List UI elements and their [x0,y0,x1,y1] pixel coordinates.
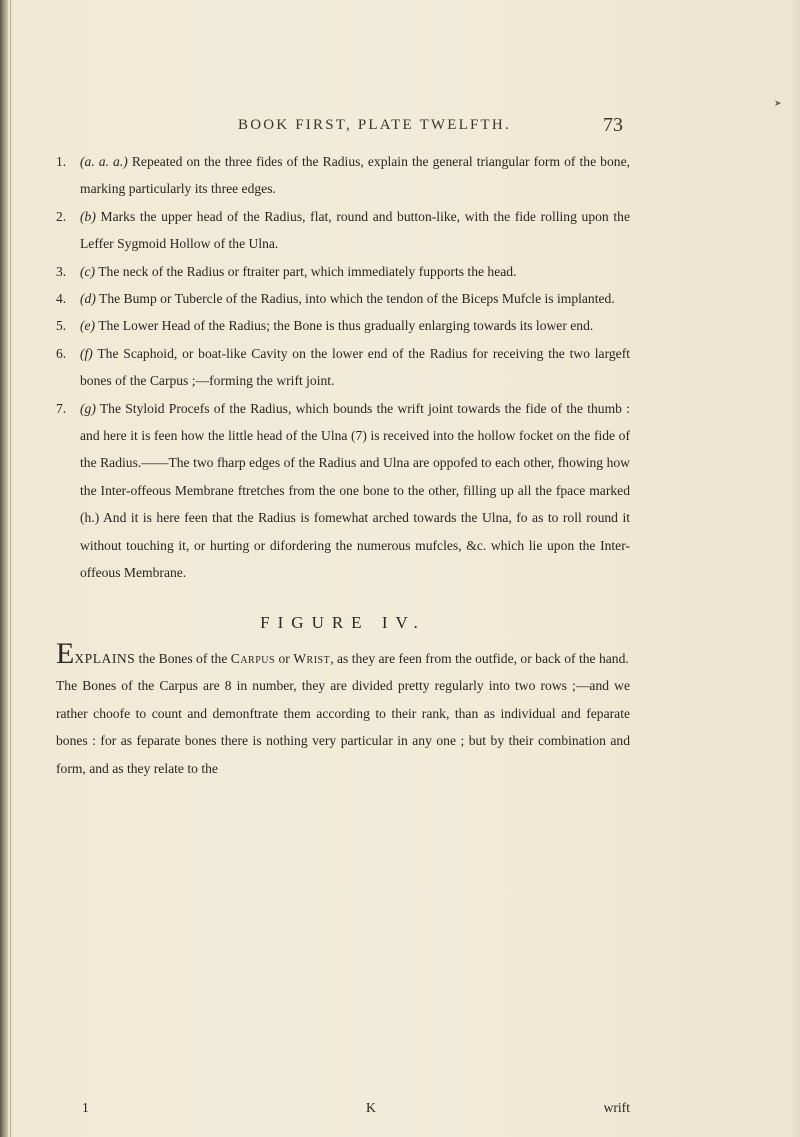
explains-text: , as they are feen from the outfide, or back of the hand. [330,650,629,666]
item-reference: (b) [80,208,96,224]
explains-lead-word: XPLAINS [74,650,136,666]
item-number: 1. [56,154,67,169]
item-reference: (f) [80,345,93,361]
item-text: The Styloid Procefs of the Radius, which bounds the wrift joint towards the fide of the thumb : and here it is feen how the little head of the Ulna (7) is received into the hollow focket on the fide of the Radius.——The two fharp edges of the Radius and Ulna are oppofed to each other, fhowing how the Inter-offeous Membrane ftretches from the one bone to the other, filling up all the fpace marked (h.) And it is here feen that the Radius is fomewhat arched towards the Ulna, fo as to roll round it without touching it, or hurting or difordering the numerous mufcles, &c. which lie upon the Inter-offeous Membrane. [80,400,630,581]
item-reference: (a. a. a.) [80,154,128,169]
list-item [56,312,630,339]
item-reference: (e) [80,318,96,334]
item-reference: (c) [80,263,96,279]
signature-letter: K [366,1100,376,1115]
drop-cap: E [56,636,75,670]
explains-paragraph [56,636,630,672]
carpus-paragraph: The Bones of the Carpus are 8 in number, they are divided pretty regularly into two rows ;—and we rather choofe to count and demonftrate them according to their rank, than as individual and feparate bones : for as feparate bones there is nothing very particular in any one ; but by their combination and form, and as they relate to the [56,678,630,776]
item-text: The neck of the Radius or ftraiter part, which immediately fupports the head. [95,263,517,279]
list-item [56,395,630,587]
list-item [56,340,630,395]
item-number: 2. [56,208,67,224]
item-number: 5. [56,318,67,334]
signature-number: 1 [82,1100,89,1115]
list-item [56,258,630,285]
item-reference: (d) [80,291,96,307]
running-head: BOOK FIRST, PLATE TWELFTH. [238,117,511,133]
list-item [56,148,630,203]
text-block [56,148,630,782]
explains-text: the Bones of the [135,650,231,666]
item-text: The Bump or Tubercle of the Radius, into which the tendon of the Biceps Mufcle is implanted. [95,291,615,307]
gutter-line [10,0,11,1137]
list-item [56,203,630,258]
item-reference: (g) [80,400,96,416]
list-item [56,285,630,312]
explains-text: or [275,650,294,666]
page-footer [82,1100,630,1122]
item-text: The Lower Head of the Radius; the Bone is thus gradually enlarging towards its lower end. [95,318,594,334]
corner-mark-icon: ➤ [774,98,782,108]
page-header [0,114,800,141]
book-binding-edge [0,0,8,1137]
figure-heading: FIGURE IV. [260,612,426,632]
item-number: 3. [56,263,67,279]
item-text: Marks the upper head of the Radius, flat, round and button-like, with the fide rolling upon the Leffer Sygmoid Hollow of the Ulna. [80,208,630,252]
carpus-term: Carpus [230,650,276,666]
item-text: The Scaphoid, or boat-like Cavity on the lower end of the Radius for receiving the two largeft bones of the Carpus ;—forming the wrift joint. [80,345,630,389]
item-number: 6. [56,345,67,361]
page-number: 73 [603,114,623,136]
catchword: wrift [603,1100,630,1115]
item-number: 7. [56,400,67,416]
wrist-term: Wrist [293,650,331,666]
item-number: 4. [56,291,67,307]
item-text: Repeated on the three fides of the Radius, explain the general triangular form of the bone, marking particularly its three edges. [80,154,630,197]
